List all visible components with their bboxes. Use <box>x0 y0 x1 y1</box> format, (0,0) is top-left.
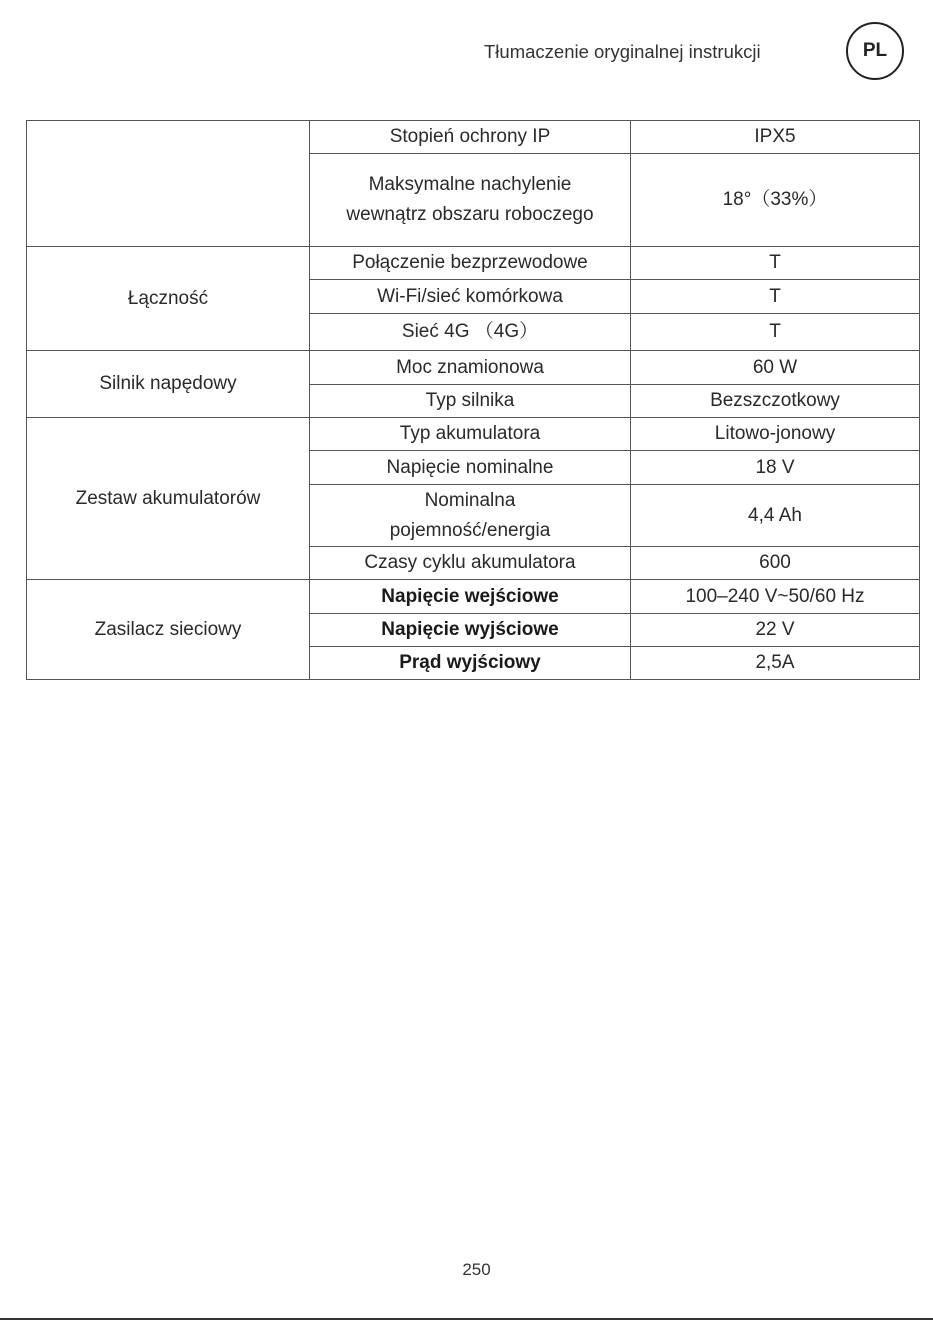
value-cell: 4,4 Ah <box>631 485 920 547</box>
value-cell: Litowo-jonowy <box>631 418 920 451</box>
value-cell: IPX5 <box>631 121 920 154</box>
table-row <box>27 121 920 154</box>
value-cell: 18°（33%） <box>631 154 920 247</box>
group-cell-zasilacz: Zasilacz sieciowy <box>27 580 310 680</box>
value-cell: T <box>631 247 920 280</box>
param-cell: Wi-Fi/sieć komórkowa <box>310 280 631 314</box>
param-cell: Sieć 4G （4G） <box>310 314 631 351</box>
param-cell: Napięcie wyjściowe <box>310 614 631 647</box>
table-row <box>27 351 920 385</box>
value-cell: 60 W <box>631 351 920 385</box>
page-number: 250 <box>462 1260 491 1279</box>
param-cell: Czasy cyklu akumulatora <box>310 547 631 580</box>
language-badge: PL <box>846 22 904 80</box>
param-cell: Typ akumulatora <box>310 418 631 451</box>
group-cell-blank <box>27 121 310 247</box>
group-cell-akumulatory: Zestaw akumulatorów <box>27 418 310 580</box>
value-cell: 2,5A <box>631 647 920 680</box>
param-cell: Maksymalne nachylenie wewnątrz obszaru roboczego <box>310 154 631 247</box>
table-row <box>27 580 920 614</box>
param-cell: Prąd wyjściowy <box>310 647 631 680</box>
value-cell: 600 <box>631 547 920 580</box>
param-cell: Napięcie wejściowe <box>310 580 631 614</box>
value-cell: T <box>631 280 920 314</box>
table-row <box>27 247 920 280</box>
group-cell-silnik: Silnik napędowy <box>27 351 310 418</box>
value-cell: Bezszczotkowy <box>631 385 920 418</box>
param-cell: Nominalna pojemność/energia <box>310 485 631 547</box>
group-cell-lacznosc: Łączność <box>27 247 310 351</box>
value-cell: T <box>631 314 920 351</box>
param-cell: Typ silnika <box>310 385 631 418</box>
param-cell: Stopień ochrony IP <box>310 121 631 154</box>
param-cell: Połączenie bezprzewodowe <box>310 247 631 280</box>
specification-table <box>26 120 920 680</box>
table-row <box>27 418 920 451</box>
param-cell: Moc znamionowa <box>310 351 631 385</box>
param-cell: Napięcie nominalne <box>310 451 631 485</box>
document-title: Tłumaczenie oryginalnej instrukcji <box>484 41 761 62</box>
footer-divider <box>0 1318 933 1320</box>
value-cell: 22 V <box>631 614 920 647</box>
value-cell: 18 V <box>631 451 920 485</box>
value-cell: 100–240 V~50/60 Hz <box>631 580 920 614</box>
